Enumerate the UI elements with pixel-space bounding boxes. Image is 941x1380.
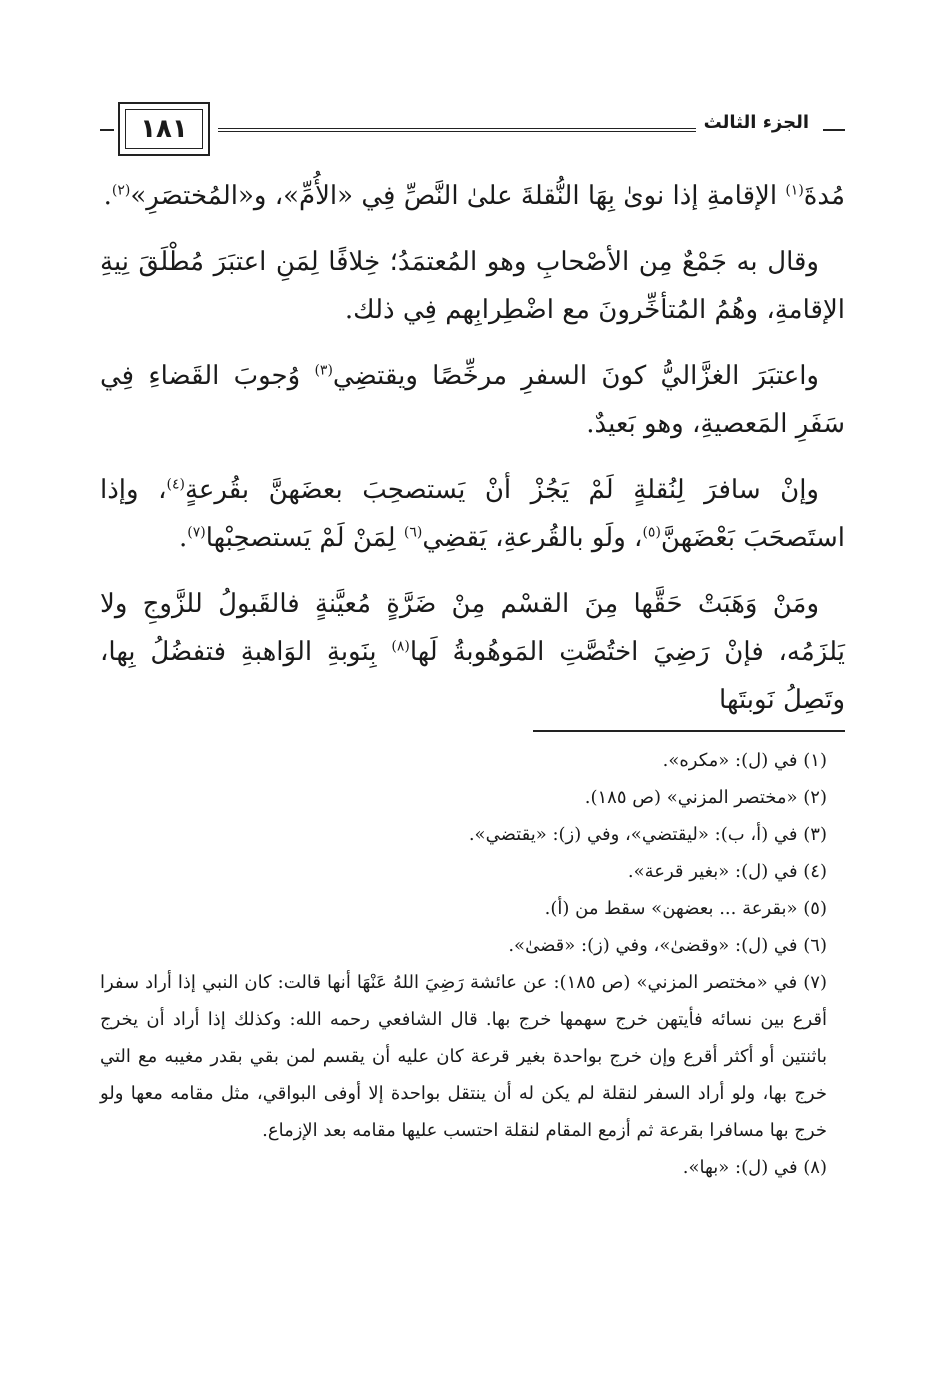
footnote-ref-4: (٤): [166, 476, 185, 493]
text-run: وإنْ سافرَ لِنُقلةٍ لَمْ يَجُزْ أنْ يَستصحِبَ بعضَهنَّ بقُرعةٍ: [184, 475, 819, 505]
text-run: لِمَنْ لَمْ يَستصحِبْها: [205, 523, 404, 553]
footnote-1: (١) في (ل): «مكره».: [662, 750, 827, 771]
text-run: ، ولَو بالقُرعةِ، يَقضِي: [422, 523, 643, 553]
footnote-7: (٧) في «مختصر المزني» (ص ١٨٥): عن عائشة رَضِيَ اللهُ عَنْهَا أنها قالت: كان النبي إذا أراد سفرا أقرع بين نسائه فأيتهن خرج سهمها خرج بها. قال الشافعي رحمه الله: وكذلك إذا أراد أن يخرج باثنتين أو أكثر أقرع وإن خرج بواحدة بغير قرعة كان عليه أن يقسم لمن بقي بقدر مغيبه مع التي خرج بها، ولو أراد السفر لنقلة لم يكن له أن ينتقل بواحدة إلا أوفى البواقي، مثل مقامه معها ولو خرج بها مسافرا بقرعة ثم أزمع المقام لنقلة احتسب عليها مقامه بعد الإزماع.: [100, 972, 827, 1141]
paragraph-1: [100, 172, 845, 220]
footnote-6: (٦) في (ل): «وقضىٰ»، وفي (ز): «قضىٰ».: [508, 935, 827, 956]
header-rule-right: [823, 129, 845, 131]
header-rule-left: [100, 129, 114, 131]
footnote-separator: [533, 730, 845, 732]
paragraph-3: [100, 352, 845, 448]
text-run: .: [178, 523, 188, 553]
footnote-5: (٥) «بقرعة ... بعضهن» سقط من (أ).: [544, 898, 827, 919]
footnote-3: (٣) في (أ، ب): «ليقتضي»، وفي (ز): «يقتضي».: [468, 824, 827, 845]
footnote-ref-1: (١): [785, 182, 804, 199]
part-title: الجزء الثالث: [696, 112, 817, 133]
text-run: مُدةَ: [803, 181, 845, 211]
text-run: واعتبَرَ الغزَّاليُّ كونَ السفرِ مرخِّصًا ويقتضِي: [332, 361, 819, 391]
text-run: ومَنْ وَهَبَتْ حَقَّها مِنَ القسْم مِنْ ضَرَّةٍ مُعيَّنةٍ فالقَبولُ للزَّوجِ ولا يَلزَمُه، فإنْ رَضِيَ اختُصَّتِ المَوهُوبةُ لَها: [100, 589, 845, 667]
footnote-4: (٤) في (ل): «بغير قرعة».: [627, 861, 827, 882]
page-number: ١٨١: [125, 109, 203, 149]
main-text: [100, 172, 845, 742]
footnote-ref-7: (٧): [187, 524, 206, 541]
footnotes: [100, 742, 845, 1186]
footnote-ref-8: (٨): [391, 638, 410, 655]
paragraph-5: [100, 580, 845, 724]
text-run: الإقامةِ إذا نوىٰ بِهَا النُّقلةَ علىٰ النَّصِّ فِي «الأُمِّ»، و«المُختصَرِ»: [130, 181, 786, 211]
text-run: ، وإذا استَصحَبَ بَعْضَهنَّ: [100, 475, 845, 553]
paragraph-2: وقال به جَمْعٌ مِن الأصْحابِ وهو المُعتمَدُ؛ خِلافًا لِمَنِ اعتبَرَ مُطْلَقَ نِيةِ الإقامةِ، وهُمُ المُتأخِّرونَ مع اضْطِرابِهم فِي ذلك.: [100, 247, 845, 325]
text-run: .: [103, 181, 112, 211]
footnote-ref-2: (٢): [111, 182, 131, 199]
text-run: بِنَوبةِ الوَاهبةِ فتفضُلُ بِها، وتَصِلُ نَوبتَها: [100, 637, 845, 715]
footnote-2: (٢) «مختصر المزني» (ص ١٨٥).: [584, 787, 827, 808]
footnote-ref-6: (٦): [403, 524, 423, 541]
paragraph-4: [100, 466, 845, 562]
page-header: [100, 102, 845, 158]
footnote-8: (٨) في (ل): «بها».: [682, 1157, 827, 1178]
text-run: وُجوبَ القَضاءِ فِي سَفَرِ المَعصيةِ، وهو بَعيدٌ.: [100, 361, 845, 439]
page-number-frame: [118, 102, 210, 156]
header-rule: [218, 128, 748, 132]
footnote-ref-5: (٥): [642, 524, 661, 541]
footnote-ref-3: (٣): [314, 362, 333, 379]
